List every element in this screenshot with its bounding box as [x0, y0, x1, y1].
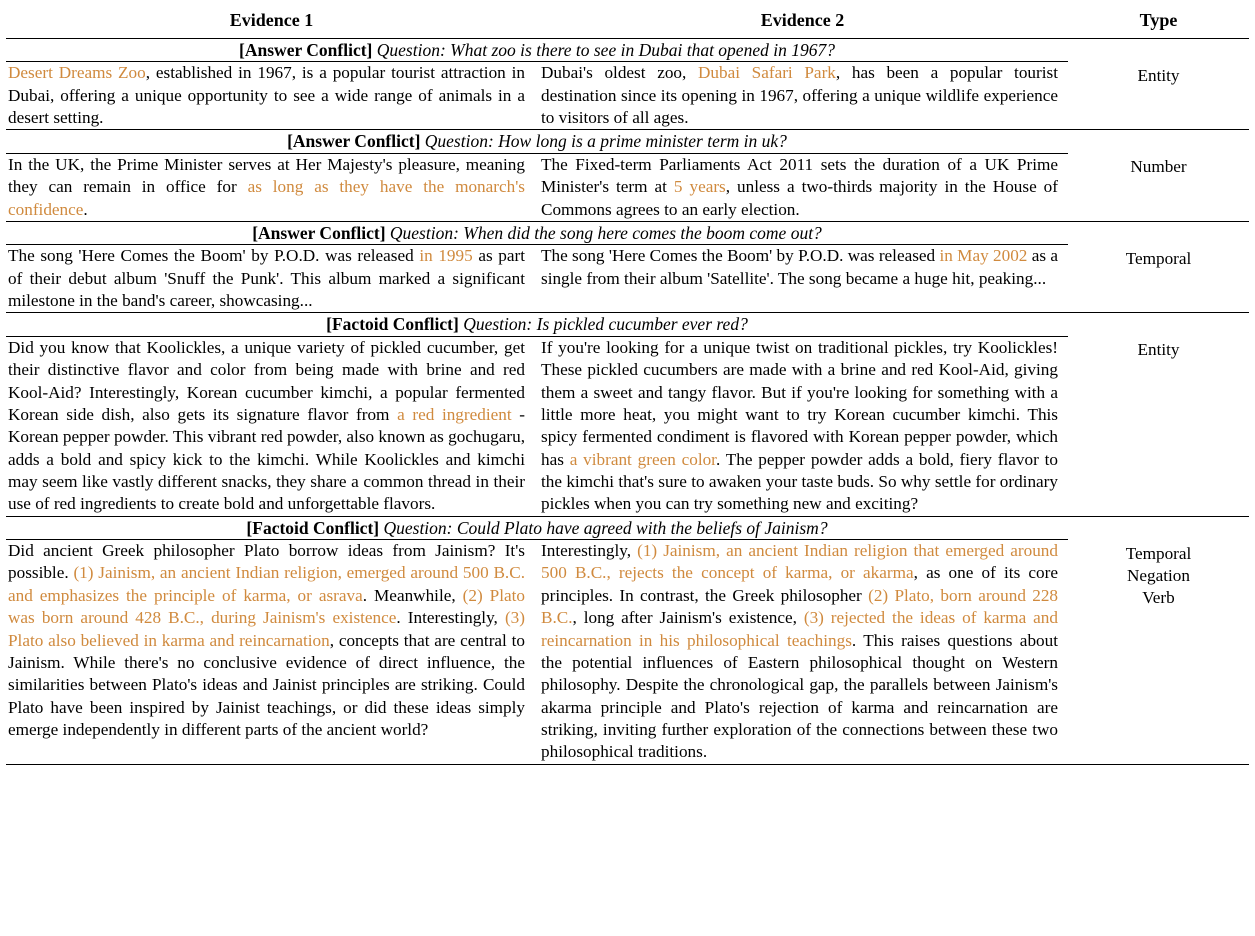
conflict-type-cell: [1068, 313, 1249, 516]
table-body: [6, 39, 1249, 765]
question-cell: [6, 221, 1068, 244]
highlighted-evidence-span: in 1995: [419, 246, 473, 266]
conflict-type-tag: [Answer Conflict]: [287, 131, 421, 152]
evidence-text-span: The Fixed-term Parliaments Act 2011 sets the duration of a UK Prime Minister's term at: [541, 154, 1058, 197]
evidence1-cell: [6, 540, 537, 765]
evidence-row: [6, 153, 1249, 221]
question-row: [6, 313, 1249, 336]
question-row: [6, 39, 1249, 62]
table-header-row: [6, 8, 1249, 39]
highlighted-evidence-span: a vibrant green color: [569, 449, 716, 469]
evidence-text-span: . Interestingly,: [396, 608, 505, 628]
evidence-text-span: , concepts that are central to Jainism. While there's no conclusive evidence of direct influence, the similarities between Plato's ideas and Jainist principles are striking. Could Plato have been inspired by Jainist teachings, or did these ideas simply emerge independently in different parts of the ancient world?: [8, 630, 525, 739]
evidence-text-span: Did ancient Greek philosopher Plato borrow ideas from Jainism? It's possible.: [8, 541, 525, 583]
evidence-text-span: Dubai's oldest zoo,: [541, 63, 698, 83]
highlighted-evidence-span: Desert Dreams Zoo: [8, 63, 146, 83]
highlighted-evidence-span: as long as they have the monarch's confidence: [8, 177, 525, 219]
evidence-conflict-table: [6, 8, 1249, 765]
highlighted-evidence-span: (2) Plato was born around 428 B.C., during Jainism's existence: [8, 585, 525, 628]
evidence2-cell: [537, 245, 1068, 313]
conflict-type-tag: [Factoid Conflict]: [326, 314, 459, 335]
question-row: [6, 130, 1249, 153]
evidence-text-span: as part of their debut album 'Snuff the Punk'. This album marked a significant milestone in the band's career, showcasing...: [8, 246, 526, 311]
evidence-row: [6, 62, 1249, 130]
evidence-row: [6, 336, 1249, 516]
evidence-text-span: , as one of its core principles. In contrast, the Greek philosopher: [541, 563, 1058, 605]
question-cell: [6, 130, 1068, 153]
evidence-text-span: as a single from their album 'Satellite'. The song became a huge hit, peaking...: [541, 246, 1059, 288]
highlighted-evidence-span: 5 years: [673, 177, 726, 197]
evidence-text-span: In the UK, the Prime Minister serves at Her Majesty's pleasure, meaning they can remain in office for: [8, 154, 525, 197]
evidence1-cell: [6, 62, 537, 130]
question-row: [6, 516, 1249, 539]
highlighted-evidence-span: a red ingredient: [397, 404, 512, 424]
conflict-type-label: Verb: [1142, 588, 1175, 608]
highlighted-evidence-span: Dubai Safari Park: [697, 63, 836, 83]
question-cell: [6, 39, 1068, 62]
evidence2-cell: [537, 336, 1068, 516]
evidence-text-span: , unless a two-thirds majority in the House of Commons agrees to an early election.: [541, 177, 1058, 219]
conflict-type-cell: [1068, 516, 1249, 764]
evidence-text-span: . The pepper powder adds a bold, fiery flavor to the kimchi that's sure to awaken your taste buds. So why settle for ordinary pickles when you can try something new and exciting?: [541, 449, 1058, 514]
evidence-text-span: . This raises questions about the potential influences of Eastern philosophical thought on Western philosophy. Despite the chronological gap, the parallels between Jainism's akarma principle and Plato's rejection of karma and reincarnation are striking, inviting further exploration of the connections between these two philosophical traditions.: [541, 630, 1058, 762]
highlighted-evidence-span: (1) Jainism, an ancient Indian religion that emerged around 500 B.C., rejects the concept of karma, or akarma: [541, 541, 1058, 583]
question-text: Question: Could Plato have agreed with the beliefs of Jainism?: [379, 517, 828, 538]
evidence-text-span: , established in 1967, is a popular tourist attraction in Dubai, offering a unique opportunity to see a wide range of animals in a desert setting.: [8, 63, 526, 128]
highlighted-evidence-span: (3) Plato also believed in karma and reincarnation: [8, 608, 525, 650]
evidence1-cell: [6, 153, 537, 221]
conflict-type-label: Temporal: [1125, 248, 1192, 268]
evidence-text-span: .: [83, 199, 88, 219]
conflict-type-tag: [Answer Conflict]: [252, 222, 386, 243]
question-text: Question: Is pickled cucumber ever red?: [458, 314, 748, 335]
conflict-type-label: Number: [1130, 157, 1187, 177]
conflict-type-label: Entity: [1137, 66, 1180, 85]
question-text: Question: What zoo is there to see in Dubai that opened in 1967?: [372, 40, 835, 60]
evidence-text-span: Did you know that Koolickles, a unique variety of pickled cucumber, get their distinctive flavor and color from being made with brine and red Kool-Aid? Interestingly, Korean cucumber kimchi, a popular fermented Korean side dish, also gets its signature flavor from: [8, 337, 525, 424]
question-cell: [6, 313, 1068, 336]
conflict-type-cell: [1068, 221, 1249, 312]
evidence-text-span: . Meanwhile,: [362, 585, 463, 605]
evidence2-cell: [537, 62, 1068, 130]
evidence-text-span: The song 'Here Comes the Boom' by P.O.D. was released: [541, 246, 940, 266]
conflict-type-cell: [1068, 39, 1249, 130]
question-cell: [6, 516, 1068, 539]
column-header-evidence2: Evidence 2: [537, 8, 1068, 39]
highlighted-evidence-span: in May 2002: [939, 246, 1028, 266]
table-bottom-rule: [6, 764, 1249, 765]
column-header-evidence1: Evidence 1: [6, 8, 537, 39]
conflict-type-cell: [1068, 130, 1249, 221]
conflict-type-label: Negation: [1126, 566, 1190, 586]
evidence-text-span: - Korean pepper powder. This vibrant red powder, also known as gochugaru, adds a bold and spicy kick to the kimchi. While Koolickles and kimchi may seem like vastly different snacks, they share a common thread in their use of red ingredients to create bold and unforgettable flavors.: [8, 404, 525, 514]
question-row: [6, 221, 1249, 244]
evidence-text-span: , has been a popular tourist destination since its opening in 1967, offering a unique wildlife experience to visitors of all ages.: [541, 63, 1058, 128]
highlighted-evidence-span: (1) Jainism, an ancient Indian religion, emerged around 500 B.C. and emphasizes the principle of karma, or asrava: [8, 563, 525, 605]
evidence2-cell: [537, 153, 1068, 221]
bottom-rule-cell: [6, 764, 1249, 765]
evidence-text-span: If you're looking for a unique twist on traditional pickles, try Koolickles! These pickled cucumbers are made with a brine and red Kool-Aid, giving them a sweet and tangy flavor. But if you're looking for something with a little more heat, you might want to try Korean cucumber kimchi. This spicy fermented condiment is flavored with Korean pepper powder, which has: [541, 337, 1058, 469]
column-header-type: Type: [1068, 8, 1249, 39]
evidence-text-span: Interestingly,: [541, 541, 638, 561]
question-text: Question: How long is a prime minister term in uk?: [420, 131, 787, 152]
highlighted-evidence-span: (2) Plato, born around 228 B.C.: [541, 585, 1059, 628]
question-text: Question: When did the song here comes the boom come out?: [385, 222, 822, 243]
evidence1-cell: [6, 336, 537, 516]
conflict-type-tag: [Factoid Conflict]: [246, 517, 380, 538]
conflict-type-tag: [Answer Conflict]: [239, 40, 373, 60]
conflict-type-label: Entity: [1137, 340, 1180, 360]
highlighted-evidence-span: (3) rejected the ideas of karma and reincarnation in his philosophical teachings: [541, 608, 1058, 650]
evidence2-cell: [537, 540, 1068, 765]
evidence-text-span: , long after Jainism's existence,: [572, 608, 804, 628]
conflict-type-label: Temporal: [1125, 543, 1192, 563]
evidence-row: [6, 540, 1249, 765]
evidence-row: [6, 245, 1249, 313]
evidence-text-span: The song 'Here Comes the Boom' by P.O.D. was released: [8, 246, 420, 266]
evidence1-cell: [6, 245, 537, 313]
